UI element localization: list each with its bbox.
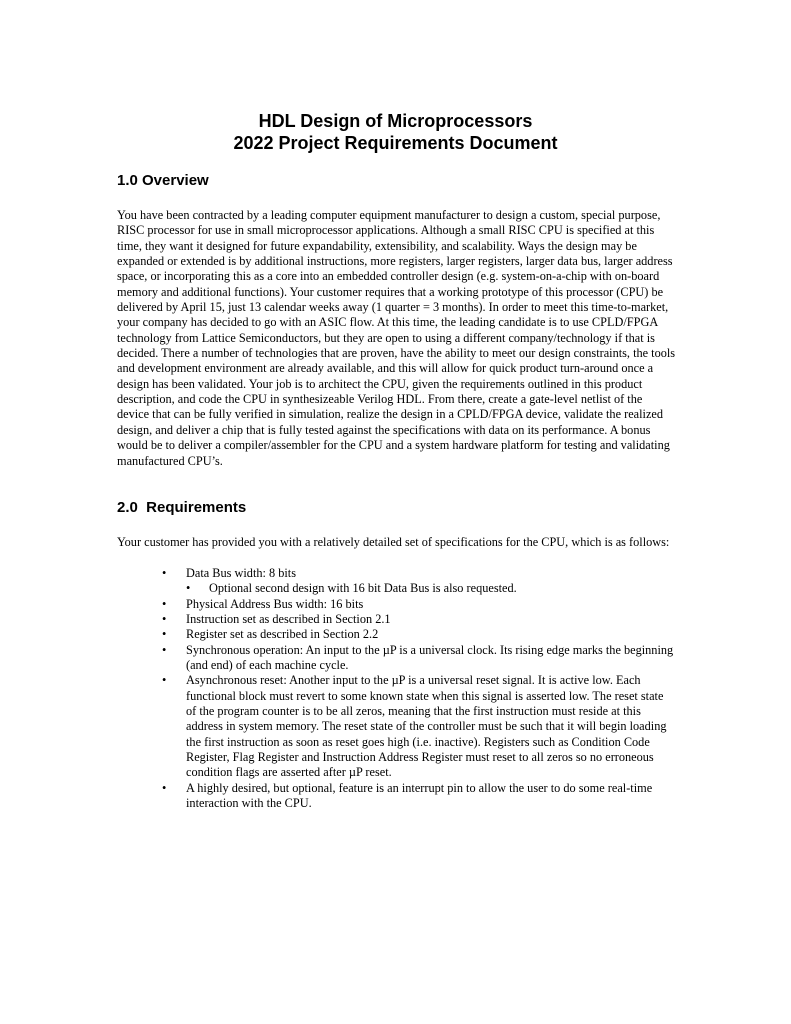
list-item	[0, 781, 676, 812]
requirements-intro: Your customer has provided you with a relatively detailed set of specifications for the CPU, which is as follows:	[117, 535, 670, 549]
list-item	[0, 643, 676, 674]
section-heading-overview: 1.0 Overview	[117, 172, 209, 189]
bullet-icon: •	[162, 673, 167, 688]
bullet-icon: •	[162, 642, 167, 657]
overview-paragraph: You have been contracted by a leading computer equipment manufacturer to design a custom, special purpose, RISC processor for use in small microprocessor applications. Although a small RISC CPU is specified at this time, they want it designed for future expandability, extensibility, and scalability. Ways the design may be expanded or extended is by additional instructions, more registers, larger registers, larger data bus, larger address space, or incorporating this as a core into an embedded controller design (e.g. system-on-a-chip with on-board memory and additional functions). Your customer requires that a working prototype of this processor (CPU) be delivered by April 15, just 13 calendar weeks away (1 quarter = 3 months). In order to meet this time-to-market, your company has decided to go with an ASIC flow. At this time, the leading candidate is to use CPLD/FPGA technology from Lattice Semiconductors, but they are open to using a different company/technology if that is decided. There a number of technologies that are proven, have the ability to meet our design constraints, the tools and development environment are already available, and this will allow for quick product turn-around once a design has been validated. Your job is to architect the CPU, given the requirements outlined in this product description, and code the CPU in synthesizeable Verilog HDL. From there, create a gate-level netlist of the device that can be fully verified in simulation, realize the design in a CPLD/FPGA device, validate the realized design, and deliver a chip that is fully tested against the specifications with data on its performance. A bonus would be to deliver a compiler/assembler for the CPU and a system hardware platform for testing and validating manufactured CPU’s.	[117, 208, 676, 468]
list-item-text: Synchronous operation: An input to the µP is a universal clock. Its rising edge marks the beginning (and end) of each machine cycle.	[186, 642, 674, 673]
list-item-text: A highly desired, but optional, feature is an interrupt pin to allow the user to do some real-time interaction with the CPU.	[186, 780, 653, 811]
section-heading-requirements: 2.0 Requirements	[117, 499, 247, 516]
bullet-icon: •	[186, 581, 191, 596]
requirements-list	[0, 566, 791, 812]
list-item-text: Data Bus width: 8 bits	[186, 566, 296, 580]
list-item-text: Asynchronous reset: Another input to the µP is a universal reset signal. It is active low. Each functional block must revert to some known state when this signal is asserted low. The reset state of the program counter is to be all zeros, meaning that the first instruction must reside at this address in system memory. The reset state of the controller must be such that it will begin loading the first instruction as soon as reset goes high (i.e. inactive). Registers such as Condition Code Register, Flag Register and Instruction Address Register must reset to all zeros so no erroneous condition flags are asserted after µP reset.	[186, 673, 667, 780]
list-item-text: Instruction set as described in Section 2.1	[186, 612, 391, 627]
list-item	[0, 627, 676, 642]
document-subtitle: 2022 Project Requirements Document	[233, 133, 558, 153]
list-item-text: Optional second design with 16 bit Data Bus is also requested.	[209, 581, 517, 596]
document-title: HDL Design of Microprocessors	[258, 111, 533, 131]
list-item	[0, 581, 676, 596]
list-item-text: Physical Address Bus width: 16 bits	[186, 596, 364, 611]
bullet-icon: •	[162, 627, 167, 642]
list-item	[0, 612, 676, 627]
bullet-icon: •	[162, 596, 167, 611]
bullet-icon: •	[162, 612, 167, 627]
bullet-icon: •	[162, 566, 167, 580]
bullet-icon: •	[162, 780, 167, 795]
list-item	[0, 597, 676, 612]
list-item-text: Register set as described in Section 2.2	[186, 627, 379, 642]
list-item	[0, 566, 676, 581]
list-item	[0, 673, 676, 780]
